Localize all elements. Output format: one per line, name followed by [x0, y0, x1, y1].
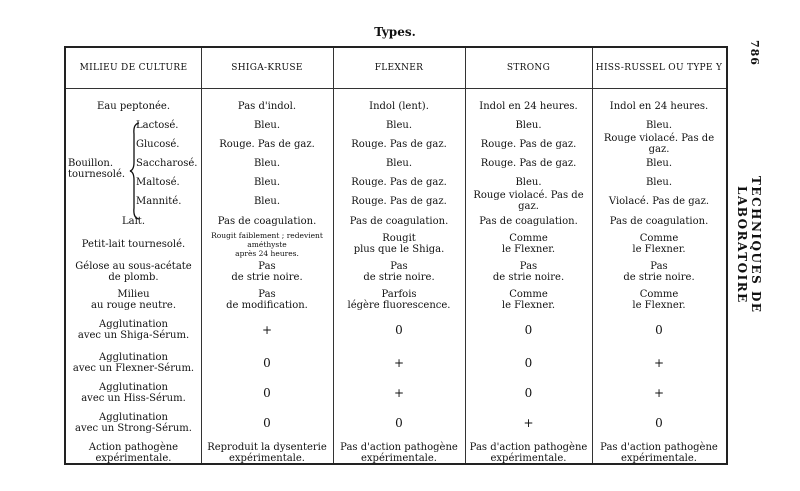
table-cell: Rouge violacé. Pas de gaz.	[473, 190, 584, 212]
table-cell: Indol (lent).	[369, 100, 429, 112]
row-label: Agglutination avec un Strong-Sérum.	[75, 412, 192, 434]
table-cell: Reproduit la dysenterie expérimentale.	[207, 442, 327, 464]
table-cell: +	[653, 355, 665, 370]
table-cell: Pas d'action pathogène expérimentale.	[600, 442, 718, 464]
table-cell: Rougit plus que le Shiga.	[353, 233, 445, 255]
table-row	[66, 230, 726, 258]
row-label: Agglutination avec un Shiga-Sérum.	[77, 319, 190, 341]
group-brace	[129, 122, 141, 220]
table-cell: +	[653, 385, 665, 400]
table-cell: Comme le Flexner.	[632, 289, 686, 311]
table-cell: Comme le Flexner.	[501, 233, 556, 255]
table-cell: Bleu.	[515, 119, 542, 131]
row-label: Petit-lait tournesolé.	[81, 238, 186, 250]
table-cell: Bleu.	[253, 176, 281, 188]
table-row	[66, 190, 726, 212]
table-cell: 0	[263, 415, 271, 430]
table-cell: Violacé. Pas de gaz.	[608, 195, 710, 207]
table-cell: Bleu.	[253, 157, 281, 169]
culture-table	[64, 46, 728, 465]
table-cell: Rouge. Pas de gaz.	[351, 195, 447, 207]
header-rule	[66, 88, 726, 89]
row-label: Glucosé.	[136, 138, 180, 150]
table-cell: Pas d'indol.	[237, 100, 297, 112]
table-row	[66, 350, 726, 376]
table-cell: Pas de coagulation.	[479, 215, 578, 227]
table-cell: Bleu.	[645, 119, 673, 131]
table-row	[66, 439, 726, 467]
table-cell: Bleu.	[515, 176, 542, 188]
table-cell: 0	[655, 415, 663, 430]
table-cell: +	[523, 415, 534, 430]
table-cell: Pas de strie noire.	[623, 261, 695, 283]
bouillon-group-label: Bouillon. tournesolé.	[68, 158, 126, 180]
table-cell: 0	[263, 355, 271, 370]
table-cell: Bleu.	[253, 119, 281, 131]
table-row	[66, 261, 726, 283]
table-cell: Pas de strie noire.	[231, 261, 303, 283]
table-cell: 0	[395, 322, 403, 337]
table-cell: Pas d'action pathogène expérimentale.	[469, 442, 588, 464]
table-row	[66, 117, 726, 133]
table-cell: Comme le Flexner.	[501, 289, 556, 311]
table-cell: +	[261, 322, 273, 337]
header-milieu: MILIEU DE CULTURE	[79, 63, 188, 73]
table-cell: Rouge violacé. Pas de gaz.	[603, 133, 715, 155]
table-cell: 0	[263, 385, 271, 400]
table-cell: Rouge. Pas de gaz.	[480, 157, 577, 169]
row-label: Mannité.	[136, 195, 182, 207]
table-cell: +	[393, 355, 405, 370]
table-cell: Comme le Flexner.	[632, 233, 686, 255]
table-cell: Bleu.	[645, 176, 673, 188]
table-row	[66, 410, 726, 436]
row-label: Saccharosé.	[136, 157, 198, 169]
header-flexner: FLEXNER	[374, 63, 424, 73]
types-heading: Types.	[374, 25, 416, 39]
table-row	[66, 289, 726, 311]
table-cell: Bleu.	[385, 157, 413, 169]
table-cell: Pas de coagulation.	[609, 215, 709, 227]
table-row	[66, 317, 726, 343]
row-label: Lait.	[122, 215, 145, 227]
table-cell: Pas d'action pathogène expérimentale.	[340, 442, 458, 464]
table-cell: Pas de coagulation.	[349, 215, 449, 227]
row-label: Gélose au sous-acétate de plomb.	[75, 261, 192, 283]
table-cell: 0	[395, 415, 403, 430]
table-cell: Pas de coagulation.	[217, 215, 317, 227]
table-row	[66, 380, 726, 406]
table-cell: Bleu.	[253, 195, 281, 207]
header-strong: STRONG	[506, 63, 551, 73]
table-row	[66, 174, 726, 190]
table-cell: 0	[524, 355, 533, 370]
table-cell: Bleu.	[645, 157, 673, 169]
row-label: Maltosé.	[136, 176, 180, 188]
table-body	[66, 92, 726, 463]
row-label: Eau peptonée.	[96, 100, 171, 112]
table-row	[66, 98, 726, 114]
table-cell: Pas de strie noire.	[363, 261, 435, 283]
header-shiga-kruse: SHIGA-KRUSE	[231, 63, 303, 73]
table-row	[66, 133, 726, 155]
header-hiss-russel: HISS-RUSSEL OU TYPE Y	[595, 63, 723, 73]
table-cell: Rouge. Pas de gaz.	[351, 176, 447, 188]
row-label: Lactosé.	[136, 119, 179, 131]
table-cell: 0	[524, 385, 533, 400]
table-cell: Rougit faiblement ; redevient améthyste après 24 heures.	[211, 230, 323, 258]
table-cell: Rouge. Pas de gaz.	[351, 138, 447, 150]
table-row	[66, 155, 726, 171]
table-row	[66, 213, 726, 229]
row-label: Action pathogène expérimentale.	[88, 442, 179, 464]
table-cell: Rouge. Pas de gaz.	[219, 138, 315, 150]
row-label: Agglutination avec un Hiss-Sérum.	[81, 382, 186, 404]
running-title: TECHNIQUES DE LABORATOIRE	[735, 176, 763, 314]
table-cell: Rouge. Pas de gaz.	[480, 138, 577, 150]
table-cell: Pas de strie noire.	[492, 261, 565, 283]
table-cell: 0	[524, 322, 533, 337]
table-cell: Indol en 24 heures.	[479, 100, 578, 112]
table-cell: Parfois légère fluorescence.	[347, 289, 451, 311]
table-cell: 0	[655, 322, 663, 337]
table-cell: +	[393, 385, 405, 400]
row-label: Milieu au rouge neutre.	[90, 289, 176, 311]
table-cell: Pas de modification.	[226, 289, 308, 311]
table-cell: Bleu.	[385, 119, 413, 131]
row-label: Agglutination avec un Flexner-Sérum.	[72, 352, 195, 374]
page-number: 786	[748, 40, 761, 66]
table-cell: Indol en 24 heures.	[609, 100, 709, 112]
